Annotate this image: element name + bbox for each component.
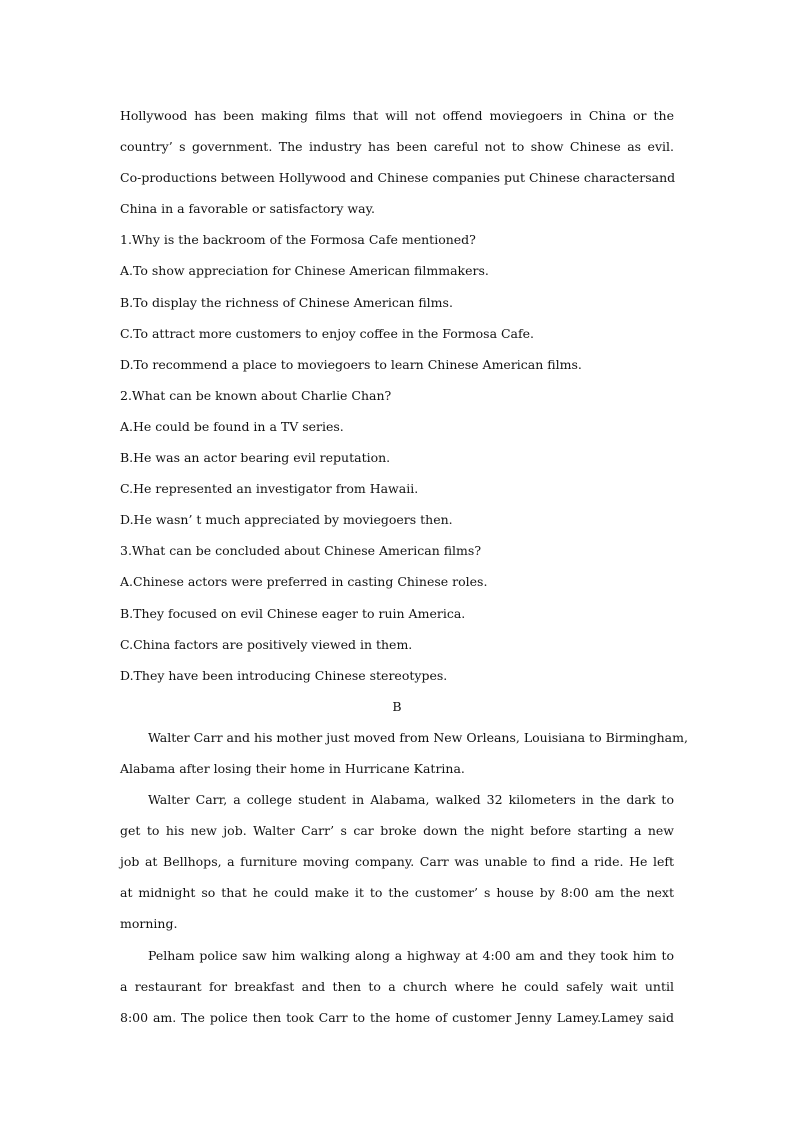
question-1 (120, 224, 674, 379)
section-b-paragraph-1 (120, 722, 688, 784)
answer-option: A.To show appreciation for Chinese American filmmakers. (120, 263, 489, 279)
text-line: morning. (120, 916, 178, 932)
text-line: Hollywood has been making films that will not offend moviegoers in China or the (120, 108, 674, 123)
question-stem: 2.What can be known about Charlie Chan? (120, 387, 392, 403)
text-line: Alabama after losing their home in Hurricane Katrina. (120, 760, 465, 776)
answer-option: A.Chinese actors were preferred in casting Chinese roles. (120, 574, 488, 590)
document-page (120, 100, 688, 1033)
text-line: country’ s government. The industry has been careful not to show Chinese as evil. (120, 139, 674, 155)
answer-option: B.They focused on evil Chinese eager to ruin America. (120, 605, 466, 621)
question-2 (120, 380, 674, 535)
answer-option: B.To display the richness of Chinese American films. (120, 294, 453, 310)
text-line: China in a favorable or satisfactory way. (120, 201, 375, 217)
answer-option: D.To recommend a place to moviegoers to learn Chinese American films. (120, 356, 582, 372)
answer-option: C.To attract more customers to enjoy coffee in the Formosa Cafe. (120, 325, 535, 341)
section-b-paragraph-3 (120, 940, 674, 1033)
text-line: Co-productions between Hollywood and Chinese companies put Chinese charactersand (120, 170, 676, 186)
answer-option: A.He could be found in a TV series. (120, 418, 344, 434)
question-stem: 3.What can be concluded about Chinese American films? (120, 543, 482, 559)
text-line: at midnight so that he could make it to the customer’ s house by 8:00 am the next (120, 885, 674, 901)
text-line: Walter Carr, a college student in Alabama, walked 32 kilometers in the dark to (148, 792, 674, 808)
passage-a-tail (120, 100, 674, 224)
text-line: Walter Carr and his mother just moved from New Orleans, Louisiana to Birmingham, (148, 729, 688, 745)
answer-option: C.China factors are positively viewed in them. (120, 636, 413, 652)
text-line: job at Bellhops, a furniture moving company. Carr was unable to find a ride. He left (120, 854, 674, 870)
text-line: get to his new job. Walter Carr’ s car broke down the night before starting a new (120, 823, 674, 839)
answer-option: B.He was an actor bearing evil reputation. (120, 450, 391, 466)
answer-option: C.He represented an investigator from Hawaii. (120, 481, 419, 497)
answer-option: D.He wasn’ t much appreciated by moviegoers then. (120, 512, 453, 528)
section-b-paragraph-2 (120, 784, 674, 939)
question-3 (120, 535, 674, 690)
section-heading: B (392, 698, 402, 714)
text-line: Pelham police saw him walking along a highway at 4:00 am and they took him to (148, 947, 674, 963)
text-line: 8:00 am. The police then took Carr to the home of customer Jenny Lamey.Lamey said (120, 1009, 674, 1025)
answer-option: D.They have been introducing Chinese stereotypes. (120, 667, 448, 683)
question-stem: 1.Why is the backroom of the Formosa Cafe mentioned? (120, 232, 476, 248)
text-line: a restaurant for breakfast and then to a church where he could safely wait until (120, 978, 674, 994)
